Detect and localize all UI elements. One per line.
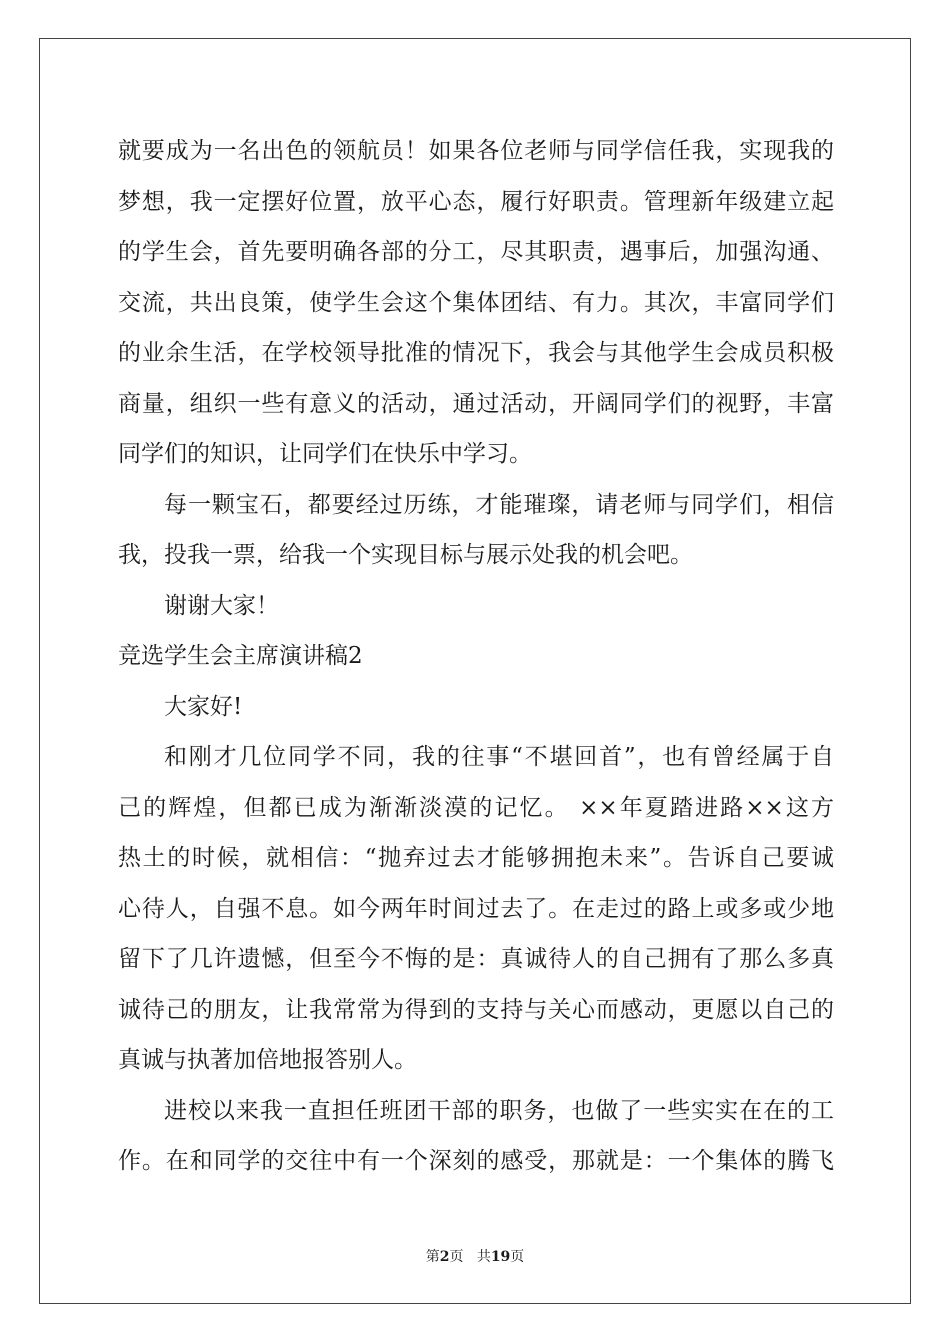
footer-page-unit: 页 <box>449 1249 464 1265</box>
text-line: 同学们的知识，让同学们在快乐中学习。 <box>118 441 532 467</box>
footer-total-unit: 页 <box>510 1249 525 1265</box>
text-line: 作。在和同学的交往中有一个深刻的感受，那就是：一个集体的腾飞 <box>118 1148 834 1174</box>
current-page-number: 2 <box>439 1249 450 1265</box>
footer-prefix: 第 <box>425 1249 440 1265</box>
footer-total-prefix: 共 <box>476 1249 491 1265</box>
text-line: 留下了几许遗憾，但至今不悔的是：真诚待人的自己拥有了那么多真 <box>118 946 834 972</box>
text-line: 商量，组织一些有意义的活动，通过活动，开阔同学们的视野，丰富 <box>118 390 834 417</box>
text-line: 梦想，我一定摆好位置，放平心态，履行好职责。管理新年级建立起 <box>118 188 834 215</box>
text-line: 竞选学生会主席演讲稿2 <box>118 643 363 669</box>
text-line: 的学生会，首先要明确各部的分工，尽其职责，遇事后，加强沟通、 <box>118 239 834 265</box>
text-line: 心待人，自强不息。如今两年时间过去了。在走过的路上或多或少地 <box>118 895 834 922</box>
page-footer <box>0 1247 950 1267</box>
text-line: 和刚才几位同学不同，我的往事“不堪回首”，也有曾经属于自 <box>164 744 834 770</box>
text-line: 真诚与执著加倍地报答别人。 <box>118 1047 417 1073</box>
text-line: 大家好! <box>164 693 243 720</box>
text-line: 我，投我一票，给我一个实现目标与展示处我的机会吧。 <box>118 542 693 568</box>
text-line: 交流，共出良策，使学生会这个集体团结、有力。其次，丰富同学们 <box>118 289 834 316</box>
text-line: 每一颗宝石，都要经过历练，才能璀璨，请老师与同学们，相信 <box>164 491 834 518</box>
total-page-count: 19 <box>490 1249 511 1265</box>
text-line: 诚待己的朋友，让我常常为得到的支持与关心而感动，更愿以自己的 <box>118 996 834 1023</box>
text-line: 己的辉煌，但都已成为渐渐淡漠的记忆。 ××年夏踏进路××这方 <box>118 794 834 821</box>
text-line: 的业余生活，在学校领导批准的情况下，我会与其他学生会成员积极 <box>118 340 834 366</box>
document-body <box>118 126 834 1187</box>
text-line: 谢谢大家！ <box>164 592 279 619</box>
text-line: 热土的时候，就相信：“抛弃过去才能够拥抱未来”。告诉自己要诚 <box>118 845 834 871</box>
text-line: 进校以来我一直担任班团干部的职务，也做了一些实实在在的工 <box>164 1097 834 1124</box>
text-line: 就要成为一名出色的领航员！如果各位老师与同学信任我，实现我的 <box>118 138 834 164</box>
